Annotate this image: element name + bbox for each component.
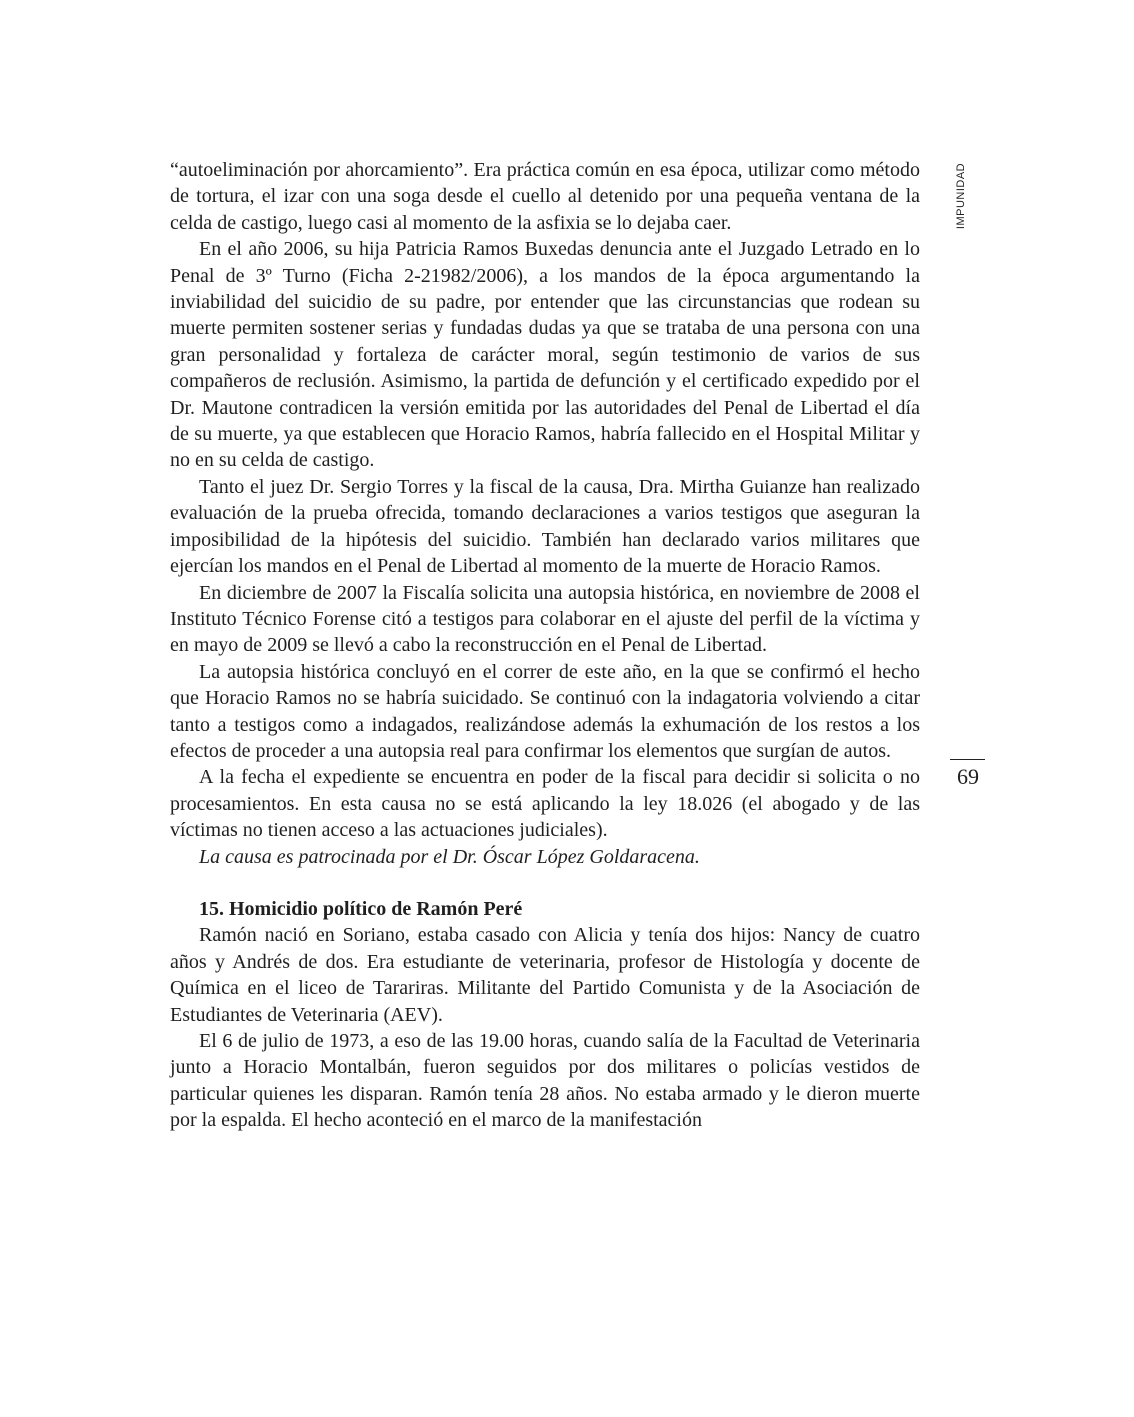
paragraph: El 6 de julio de 1973, a eso de las 19.00 horas, cuando salía de la Facultad de Veterinaria junto a Horacio Montalbán, fueron seguidos por dos militares o policías vestidos de particular quienes les disparan. Ramón tenía 28 años. No estaba armado y le dieron muerte por la espalda. El hecho aconteció en el marco de la manifestación (170, 1030, 920, 1132)
page-number-rule (950, 759, 985, 760)
paragraph: Tanto el juez Dr. Sergio Torres y la fiscal de la causa, Dra. Mirtha Guianze han realizado evaluación de la prueba ofrecida, tomando declaraciones a varios testigos que aseguran la imposibilidad de la hipótesis del suicidio. También han declarado varios militares que ejercían los mandos en el Penal de Libertad al momento de la muerte de Horacio Ramos. (170, 475, 920, 578)
paragraph: La autopsia histórica concluyó en el correr de este año, en la que se confirmó el hecho que Horacio Ramos no se habría suicidado. Se continuó con la indagatoria volviendo a citar tanto a testigos como a indagados, realizándose además la exhumación de los restos a los efectos de proceder a una autopsia real para confirmar los elementos que surgían de autos. (170, 660, 920, 762)
body-text (170, 157, 920, 1134)
paragraph: A la fecha el expediente se encuentra en poder de la fiscal para decidir si solicita o no procesamientos. En esta causa no se está aplicando la ley 18.026 (el abogado y de las víctimas no tienen acceso a las actuaciones judiciales). (170, 766, 920, 842)
paragraph: En diciembre de 2007 la Fiscalía solicita una autopsia histórica, en noviembre de 2008 el Instituto Técnico Forense citó a testigos para colaborar en el ajuste del perfil de la víctima y en mayo de 2009 se llevó a cabo la reconstrucción en el Penal de Libertad. (170, 581, 920, 657)
paragraph: Ramón nació en Soriano, estaba casado con Alicia y tenía dos hijos: Nancy de cuatro años y Andrés de dos. Era estudiante de veterinaria, profesor de Histología y docente de Química en el liceo de Tarariras. Militante del Partido Comunista y de la Asociación de Estudiantes de Veterinaria (AEV). (170, 924, 920, 1026)
paragraph: En el año 2006, su hija Patricia Ramos Buxedas denuncia ante el Juzgado Letrado en lo Penal de 3º Turno (Ficha 2-21982/2006), a los mandos de la época argumentando la inviabilidad del suicidio de su padre, por entender que las circunstancias que rodean su muerte permiten sostener serias y fundadas dudas ya que se trataba de una persona con una gran personalidad y fortaleza de carácter moral, según testimonio de varios de sus compañeros de reclusión. Asimismo, la partida de defunción y el certificado expedido por el Dr. Mautone contradicen la versión emitida por las autoridades del Penal de Libertad el día de su muerte, ya que establecen que Horacio Ramos, habría fallecido en el Hospital Militar y no en su celda de castigo. (170, 238, 920, 472)
running-head (950, 158, 972, 234)
sponsor-note: La causa es patrocinada por el Dr. Óscar López Goldaracena. (199, 845, 700, 868)
section-heading: 15. Homicidio político de Ramón Peré (199, 897, 523, 920)
running-head-text: IMPUNIDAD (955, 162, 967, 230)
paragraph: “autoeliminación por ahorcamiento”. Era práctica común en esa época, utilizar como método de tortura, el izar con una soga desde el cuello al detenido por una pequeña ventana de la celda de castigo, luego casi al momento de la asfixia se lo dejaba caer. (170, 159, 920, 234)
page-number: 69 (957, 764, 979, 789)
